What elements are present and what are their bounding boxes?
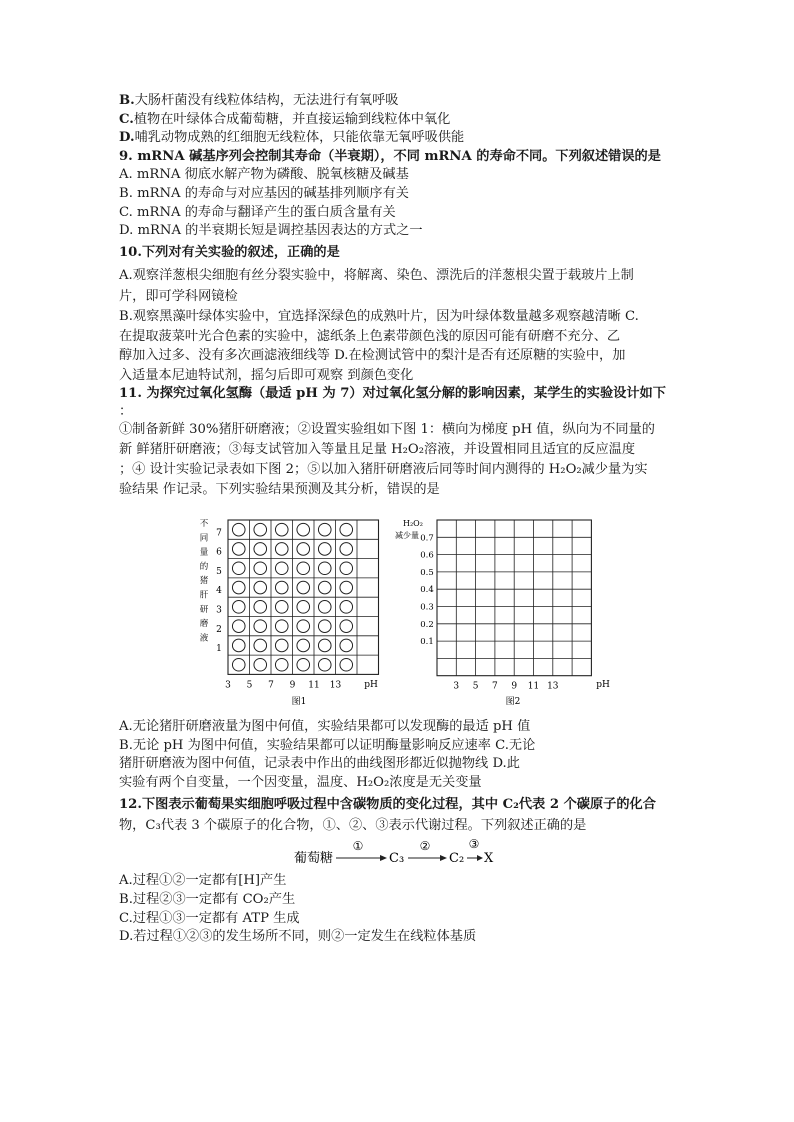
- figure-1-y-label-char: 猪: [199, 576, 209, 587]
- figure-1-y-label-char: 肝: [199, 590, 209, 601]
- q12-stem-line: 12.下图表示葡萄果实细胞呼吸过程中含碳物质的变化过程，其中 C₂代表 2 个碳原子的化合: [119, 797, 656, 813]
- q9-option-c: C. mRNA 的寿命与翻译产生的蛋白质含量有关: [119, 204, 396, 220]
- test-tube: [297, 581, 310, 594]
- figure-2-y-tick: 0.2: [420, 619, 434, 630]
- figure-1-y-label-char: 量: [199, 547, 209, 558]
- test-tube: [340, 543, 353, 556]
- figure-2-x-tick: 9: [511, 681, 518, 692]
- pathway-node-c2: C₂: [449, 851, 465, 867]
- test-tube: [232, 543, 245, 556]
- q10-line: 片，即可学科网镜检: [119, 289, 238, 305]
- q11-stem-line: ；④ 设计实验记录表如下图 2；⑤以加入猪肝研磨液后同等时间内测得的 H₂O₂减少量为实: [119, 461, 648, 477]
- test-tube: [275, 543, 288, 556]
- figure-1-y-tick: 7: [216, 528, 222, 539]
- test-tube: [340, 600, 353, 613]
- q11-stem-line: ：: [119, 403, 133, 419]
- figure-1-y-label-char: 液: [199, 633, 209, 644]
- q10-line: 醇加入过多、没有多次画滤液细线等 D.在检测试管中的梨汁是否有还原糖的实验中，加: [119, 348, 626, 364]
- q8-options: [119, 92, 679, 148]
- test-tube: [254, 543, 267, 556]
- q12-option-d: D.若过程①②③的发生场所不同，则②一定发生在线粒体基质: [119, 929, 477, 945]
- test-tube: [275, 562, 288, 575]
- figure-2-y-label-line1: H₂O₂: [403, 518, 423, 528]
- figure-1-y-label-char: 研: [199, 604, 209, 615]
- test-tube: [297, 658, 310, 671]
- test-tube: [318, 639, 331, 652]
- figure-1-y-ticks: [216, 528, 222, 654]
- test-tube: [297, 600, 310, 613]
- q11-stem-line: 新 鲜猪肝研磨液；③每支试管加入等量且足量 H₂O₂溶液，并设置相同且适宜的反应温度: [119, 441, 636, 457]
- figure-2-y-tick: 0.1: [420, 637, 434, 648]
- test-tube: [254, 523, 267, 536]
- test-tube: [297, 543, 310, 556]
- figure-2-y-tick: 0.4: [420, 585, 434, 596]
- figure-2-y-tick: 0.7: [420, 533, 434, 544]
- test-tube: [232, 658, 245, 671]
- q11-stem-line: ①制备新鲜 30%猪肝研磨液；②设置实验组如下图 1：横向为梯度 pH 值，纵向为不同量的: [119, 421, 655, 437]
- test-tube: [340, 639, 353, 652]
- figure-2-x-tick: 13: [547, 681, 559, 692]
- test-tube: [340, 581, 353, 594]
- q11-option-line: A.无论猪肝研磨液量为图中何值，实验结果都可以发现酶的最适 pH 值: [119, 718, 531, 734]
- test-tube: [275, 600, 288, 613]
- figure-2-x-tick: 3: [453, 681, 460, 692]
- test-tube: [232, 639, 245, 652]
- q12-option-a: A.过程①②一定都有[H]产生: [119, 873, 287, 889]
- pathway-step-2: ②: [419, 839, 431, 854]
- figure-1-y-tick: 5: [216, 566, 222, 577]
- test-tube: [340, 562, 353, 575]
- pathway-arrow-1: [336, 855, 387, 861]
- figure-2-y-tick: 0.3: [420, 602, 434, 613]
- figure-1-caption: 图1: [291, 696, 307, 707]
- test-tube: [297, 523, 310, 536]
- figure-1-grid: [228, 520, 379, 674]
- question-9: [119, 148, 679, 241]
- q10-line: 在提取菠菜叶光合色素的实验中，滤纸条上色素带颜色浅的原因可能有研磨不充分、乙: [119, 328, 621, 344]
- q9-option-b: B. mRNA 的寿命与对应基因的碱基排列顺序有关: [119, 185, 409, 201]
- q9-option-a: A. mRNA 彻底水解产物为磷酸、脱氧核糖及碱基: [119, 167, 409, 183]
- test-tube: [297, 639, 310, 652]
- figure-2-y-tick: 0.6: [420, 550, 434, 561]
- test-tube: [275, 658, 288, 671]
- figure-2-x-unit: pH: [596, 679, 610, 690]
- q12-stem-line: 物，C₃代表 3 个碳原子的化合物，①、②、③表示代谢过程。下列叙述正确的是: [119, 818, 587, 834]
- q11-figures: [119, 514, 679, 712]
- test-tube: [232, 523, 245, 536]
- test-tube: [318, 562, 331, 575]
- figure-1-y-tick: 3: [216, 605, 222, 616]
- pathway-step-3: ③: [468, 837, 480, 852]
- figure-1-y-tick: 2: [216, 624, 222, 635]
- figure-2-y-ticks: [420, 533, 434, 647]
- q8-option-b: B.大肠杆菌没有线粒体结构，无法进行有氧呼吸: [119, 93, 399, 108]
- test-tube: [297, 620, 310, 633]
- q11-option-line: 实验有两个自变量，一个因变量，温度、H₂O₂浓度是无关变量: [119, 774, 482, 790]
- q8-option-c: C.植物在叶绿体合成葡萄糖，并直接运输到线粒体中氧化: [119, 111, 451, 127]
- test-tube: [254, 620, 267, 633]
- pathway-arrow-3: [467, 855, 483, 861]
- q8-option-d: D.哺乳动物成熟的红细胞无线粒体，只能依靠无氧呼吸供能: [119, 130, 465, 146]
- test-tube: [297, 562, 310, 575]
- test-tube: [340, 620, 353, 633]
- figure-1-tube-grid: [195, 514, 378, 710]
- figure-1-y-tick: 1: [216, 644, 222, 655]
- test-tube: [232, 562, 245, 575]
- test-tube: [275, 639, 288, 652]
- test-tube: [232, 620, 245, 633]
- figure-2-x-ticks: [453, 682, 558, 692]
- pathway-step-1: ①: [352, 839, 364, 854]
- q10-stem: 10.下列对有关实验的叙述，正确的是: [119, 244, 340, 260]
- question-11: [119, 385, 679, 792]
- q10-line: B.观察黑藻叶绿体实验中，宜选择深绿色的成熟叶片，因为叶绿体数量越多观察越清晰 C.: [119, 309, 639, 325]
- test-tube: [275, 581, 288, 594]
- test-tube: [232, 581, 245, 594]
- q10-line: A.观察洋葱根尖细胞有丝分裂实验中，将解离、染色、漂洗后的洋葱根尖置于载玻片上制: [119, 268, 634, 284]
- q9-option-d: D. mRNA 的半衰期长短是调控基因表达的方式之一: [119, 223, 423, 239]
- test-tube: [254, 639, 267, 652]
- figure-2-y-label-line2: 减少量: [395, 530, 419, 540]
- figure-2-x-tick: 11: [527, 681, 540, 692]
- test-tube: [340, 523, 353, 536]
- test-tube: [318, 658, 331, 671]
- q12-pathway: [119, 838, 679, 868]
- figure-1-x-tick: 5: [246, 680, 253, 691]
- test-tube: [318, 620, 331, 633]
- figure-1-x-tick: 9: [289, 680, 296, 691]
- carbon-pathway-diagram: [294, 838, 494, 868]
- question-12: [119, 794, 679, 946]
- test-tube: [318, 600, 331, 613]
- q9-stem: 9. mRNA 碱基序列会控制其寿命（半衰期），不同 mRNA 的寿命不同。下列叙述错误的是: [119, 148, 661, 164]
- figure-1-y-label-char: 不: [199, 518, 209, 529]
- q12-option-b: B.过程②③一定都有 CO₂产生: [119, 891, 296, 907]
- pathway-arrow-2: [408, 855, 447, 861]
- figure-1-y-tick: 4: [216, 586, 222, 597]
- figure-1-y-axis-label: [200, 519, 209, 643]
- pathway-node-x: X: [484, 851, 494, 867]
- q11-option-line: 猪肝研磨液为图中何值，记录表中作出的曲线图形都近似抛物线 D.此: [119, 756, 520, 772]
- figure-1-x-tick: 7: [268, 680, 274, 691]
- q10-line: 入适量本尼迪特试剂，摇匀后即可观察 到颜色变化: [119, 367, 414, 383]
- test-tube: [318, 523, 331, 536]
- test-tube: [318, 543, 331, 556]
- figure-1-y-tick: 6: [216, 547, 222, 558]
- figure-2-caption: 图2: [505, 696, 521, 707]
- test-tube: [318, 581, 331, 594]
- figure-1-x-unit: pH: [364, 679, 378, 690]
- test-tube: [254, 658, 267, 671]
- q11-option-line: B.无论 pH 为图中何值，实验结果都可以证明酶量影响反应速率 C.无论: [119, 737, 536, 753]
- q12-option-c: C.过程①③一定都有 ATP 生成: [119, 910, 300, 926]
- pathway-start-glucose: 葡萄糖: [294, 851, 334, 867]
- pathway-node-c3: C₃: [389, 851, 405, 867]
- test-tube: [232, 600, 245, 613]
- test-tube: [275, 523, 288, 536]
- figure-2-y-tick: 0.5: [420, 567, 434, 578]
- figure-1-y-label-char: 的: [199, 561, 209, 572]
- figure-1-x-tick: 3: [225, 680, 231, 691]
- test-tube: [254, 581, 267, 594]
- test-tube: [340, 658, 353, 671]
- test-tube: [254, 562, 267, 575]
- exam-page: [119, 92, 679, 947]
- q11-stem-line: 11. 为探究过氧化氢酶（最适 pH 为 7）对过氧化氢分解的影响因素，某学生的实验设计如下: [119, 386, 666, 402]
- figure-1-y-label-char: 同: [199, 533, 209, 544]
- figure-2-x-tick: 5: [472, 681, 479, 692]
- figure-1-x-tick: 11: [308, 680, 320, 691]
- test-tube: [275, 620, 288, 633]
- figure-1-x-tick: 13: [329, 680, 342, 691]
- figure-2-x-tick: 7: [492, 681, 498, 692]
- figure-1-x-ticks: [225, 680, 341, 690]
- q11-stem-line: 验结果 作记录。下列实验结果预测及其分析，错误的是: [119, 481, 440, 497]
- question-10: [119, 244, 679, 386]
- figure-2-record-chart: [391, 514, 611, 710]
- figure-2-grid: [437, 520, 591, 676]
- test-tube: [254, 600, 267, 613]
- figure-1-y-label-char: 磨: [199, 619, 209, 630]
